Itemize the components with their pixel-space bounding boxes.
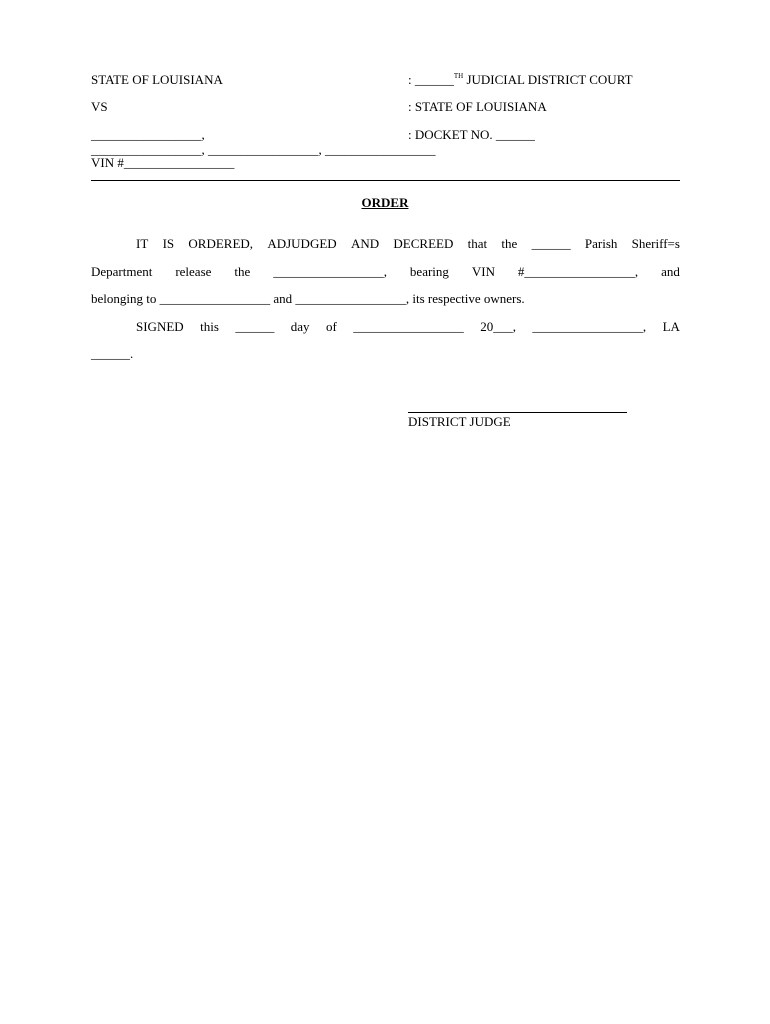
body-word: Parish <box>584 236 618 251</box>
body-word: Sheriff=s <box>631 236 680 251</box>
body-word: 20___, <box>480 319 516 334</box>
body-word: and <box>661 264 680 279</box>
body-line-1 <box>136 236 680 252</box>
body-word: ______ <box>531 236 571 251</box>
body-line-5: ______. <box>91 346 134 361</box>
signature-line <box>408 412 627 413</box>
court-name: JUDICIAL DISTRICT COURT <box>463 72 633 87</box>
body-word: the <box>234 264 251 279</box>
caption-state: STATE OF LOUISIANA <box>91 72 223 87</box>
body-word: ______ <box>235 319 275 334</box>
body-word: Department <box>91 264 153 279</box>
body-line-4 <box>136 319 680 335</box>
body-word: DECREED <box>393 236 454 251</box>
caption-state-right: : STATE OF LOUISIANA <box>408 99 547 114</box>
document-title: ORDER <box>361 195 409 210</box>
body-word: LA <box>662 319 680 334</box>
body-word: _________________ <box>353 319 464 334</box>
caption-vin: VIN #_________________ <box>91 155 235 170</box>
body-word: _________________, <box>273 264 387 279</box>
body-word: of <box>326 319 337 334</box>
body-word: day <box>290 319 310 334</box>
body-word: #_________________, <box>517 264 639 279</box>
body-line-3: belonging to _________________ and _________________, its respective owners. <box>91 291 525 306</box>
body-word: the <box>501 236 518 251</box>
body-word: IS <box>162 236 175 251</box>
signature-label: DISTRICT JUDGE <box>408 414 511 429</box>
body-word: SIGNED <box>136 319 184 334</box>
body-word: ADJUDGED <box>267 236 337 251</box>
court-ordinal-suffix: TH <box>453 72 464 80</box>
caption-party-1: _________________, <box>91 127 205 142</box>
caption-vs: VS <box>91 99 108 114</box>
court-number-blank: : ______ <box>408 72 454 87</box>
body-word: ORDERED, <box>188 236 254 251</box>
body-word: this <box>200 319 219 334</box>
caption-court <box>408 72 633 88</box>
body-word: release <box>175 264 212 279</box>
body-word: bearing <box>409 264 449 279</box>
body-word: AND <box>350 236 380 251</box>
caption-divider <box>91 180 680 181</box>
caption-docket: : DOCKET NO. ______ <box>408 127 535 142</box>
body-line-2 <box>91 264 680 280</box>
body-word: IT <box>136 236 149 251</box>
body-word: VIN <box>471 264 495 279</box>
body-word: that <box>467 236 488 251</box>
body-word: _________________, <box>532 319 647 334</box>
caption-party-2: _________________, _________________, _________________ <box>91 142 436 157</box>
